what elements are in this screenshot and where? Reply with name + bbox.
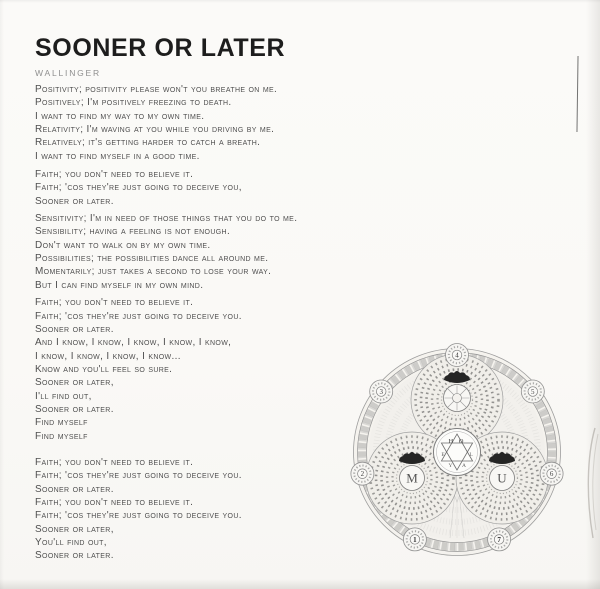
seal-letters-top: H O [448, 438, 466, 445]
lyrics-stanza-1 [35, 83, 405, 163]
lyrics-stanza-2 [35, 168, 405, 208]
scan-edge-left [0, 0, 4, 589]
lyric-line: Sensitivity; I'm in need of those things that you do to me. [35, 213, 298, 225]
lyric-line: Don't want to walk on by my own time. [35, 239, 211, 251]
mandala-central-seal [434, 429, 481, 476]
scan-edge-top [0, 0, 600, 3]
lyric-line: Sooner or later. [35, 403, 114, 415]
lyric-line: Sooner or later. [35, 195, 114, 207]
lyric-line: Faith; 'cos they're just going to deceive you. [35, 510, 242, 522]
lyric-line: You'll find out, [35, 537, 107, 548]
svg-text:2: 2 [360, 470, 365, 479]
medallion-3 [370, 380, 393, 403]
medallion-1 [403, 528, 426, 551]
medallion-6 [540, 462, 563, 485]
lyric-line: Faith; you don't need to believe it. [35, 169, 194, 181]
svg-text:5: 5 [531, 388, 535, 396]
lyric-line: Positivity; positivity please won't you breathe on me. [35, 84, 278, 95]
lyric-line: Find myself [35, 417, 88, 429]
svg-text:1: 1 [413, 535, 417, 544]
lyric-line: I want to find my way to my own time. [35, 110, 205, 122]
lobe-glyph-u: U [497, 470, 507, 486]
lyric-line: Faith; you don't need to believe it. [35, 496, 194, 508]
lyric-line: Positively; I'm positively freezing to death. [35, 97, 232, 109]
song-title: SOONER OR LATER [35, 34, 286, 62]
lyric-line: I'll find out, [35, 390, 92, 402]
scan-edge-bottom [0, 579, 600, 589]
lyric-line: Sooner or later, [35, 377, 114, 389]
scan-edge-right [586, 0, 600, 589]
lobe-glyph-m: M [406, 470, 418, 486]
medallion-4 [446, 344, 469, 367]
lyric-line: I want to find myself in a good time. [35, 150, 200, 162]
medallion-2 [351, 462, 374, 485]
lyric-line: Know and you'll feel so sure. [35, 363, 173, 375]
medallion-5 [521, 380, 544, 403]
medallion-7 [488, 528, 511, 551]
lyric-line: Sooner or later, [35, 523, 114, 535]
lyric-line: Faith; 'cos they're just going to deceive you. [35, 470, 242, 482]
lyric-line: Relatively; it's getting harder to catch a breath. [35, 137, 261, 149]
lyric-line: Faith; 'cos they're just going to deceive you. [35, 310, 242, 322]
lyric-line: Faith; 'cos they're just going to deceive you, [35, 182, 242, 194]
lyric-line: Possibilities; the possibilities dance all around me. [35, 253, 269, 265]
lyric-line: Relativity; I'm waving at you while you driving by me. [35, 124, 275, 136]
lyric-line: Faith; you don't need to believe it. [35, 456, 194, 468]
svg-text:3: 3 [379, 388, 383, 396]
lyric-line: But I can find myself in my own mind. [35, 279, 204, 291]
svg-text:4: 4 [455, 351, 459, 360]
seal-letter-l: L [469, 452, 473, 458]
seal-letter-y: Y [448, 463, 453, 469]
lyric-line: Sooner or later. [35, 550, 114, 562]
alchemical-mandala-illustration [347, 342, 567, 562]
lyric-line: Find myself [35, 430, 88, 442]
songwriter-credit: WALLINGER [35, 68, 101, 78]
lyric-line: Sooner or later. [35, 323, 114, 335]
scan-artifact-line [576, 56, 578, 132]
lyric-line: Faith; you don't need to believe it. [35, 297, 194, 309]
seal-letter-e: E [441, 452, 445, 458]
svg-text:7: 7 [497, 535, 501, 544]
lyric-line: Momentarily; just takes a second to lose your way. [35, 266, 272, 278]
lyric-line: And I know, I know, I know, I know, I know, [35, 337, 232, 349]
lyric-line: Sensibility; having a feeling is not enough. [35, 226, 231, 238]
lyrics-stanza-3 [35, 212, 405, 292]
svg-text:6: 6 [549, 470, 554, 479]
seal-letter-a: A [462, 463, 466, 469]
lyric-line: Sooner or later. [35, 483, 114, 495]
song-header [35, 34, 285, 78]
lyric-line: I know, I know, I know, I know... [35, 350, 181, 362]
